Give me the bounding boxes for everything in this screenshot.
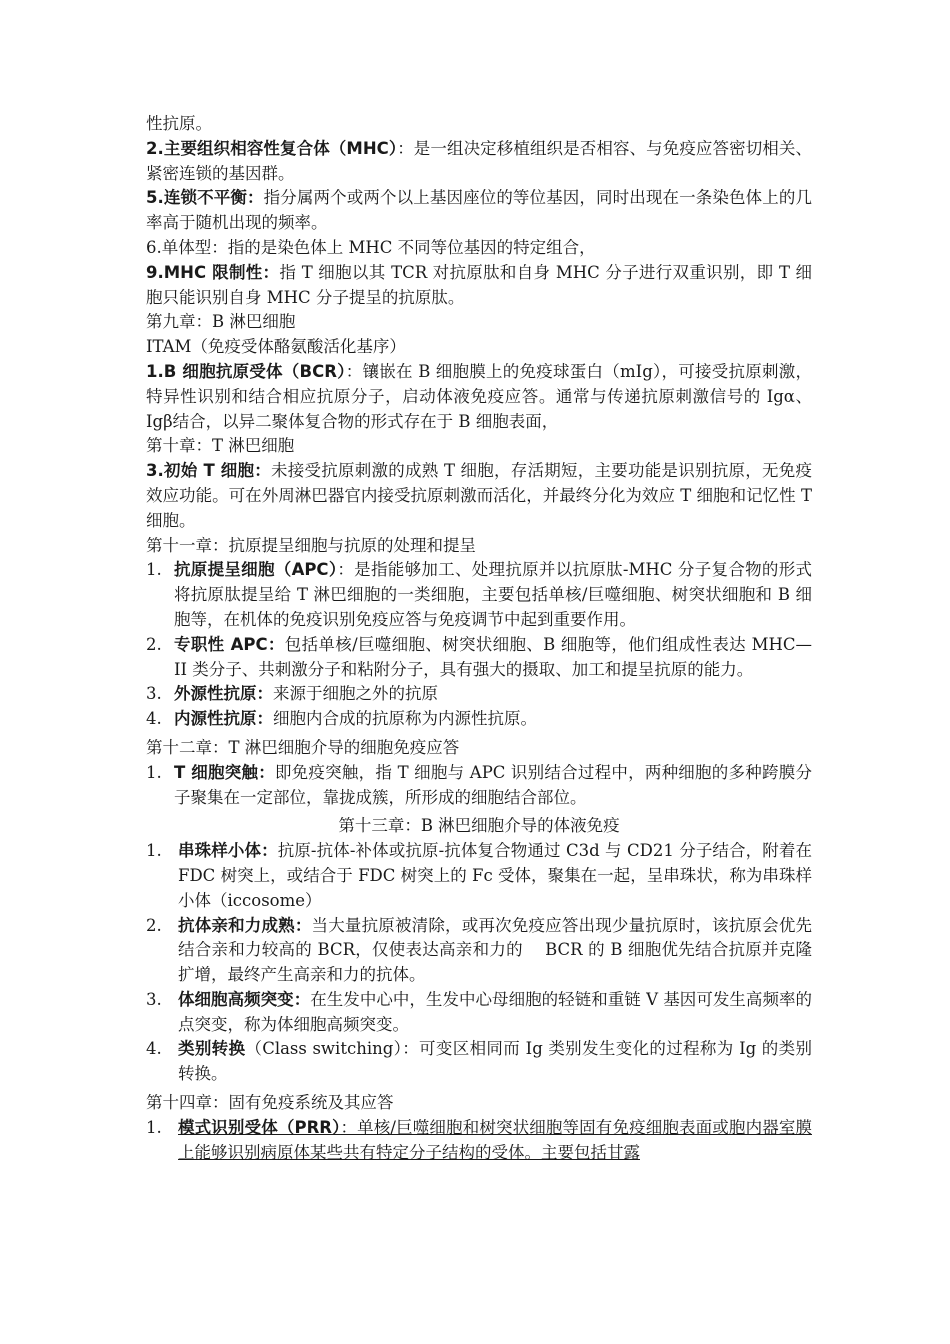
item-text	[174, 707, 812, 732]
chapter-heading: 第十二章：T 淋巴细胞介导的细胞免疫应答	[146, 737, 460, 757]
definition: （Class switching）：可变区相同而 Ig 类别发生变化的过程称为 Ig 的类别转换。	[178, 1039, 812, 1084]
item-text	[178, 839, 812, 913]
term: 专职性 APC：	[174, 634, 285, 654]
top-section	[146, 112, 812, 310]
item-number: 1.	[146, 841, 162, 861]
definition: 即免疫突触，指 T 细胞与 APC 识别结合过程中，两种细胞的多种跨膜分子聚集在一定部位，靠拢成簇，所形成的细胞结合部位。	[174, 762, 812, 807]
list-item	[146, 707, 812, 732]
paragraph	[146, 236, 812, 261]
list-item	[146, 633, 812, 683]
definition: 抗原-抗体-补体或抗原-抗体复合物通过 C3d 与 CD21 分子结合，附着在 FDC 树突上，或结合于 FDC 树突上的 Fc 受体，聚集在一起，呈串珠状，称为串珠样小体（iccosome）	[178, 841, 813, 910]
term: 体细胞高频突变：	[178, 989, 311, 1009]
definition: 包括单核/巨噬细胞、树突状细胞、B 细胞等，他们组成性表达 MHC—II 类分子、共刺激分子和粘附分子，具有强大的摄取、加工和提呈抗原的能力。	[174, 634, 813, 679]
item-text	[174, 633, 812, 683]
item-text	[174, 558, 812, 632]
numbered-list	[146, 761, 812, 811]
term: 3.初始 T 细胞：	[146, 461, 271, 481]
item-number: 2.	[146, 915, 162, 935]
numbered-list	[146, 1116, 812, 1166]
term: 1.B 细胞抗原受体（BCR）	[146, 361, 346, 381]
list-item	[146, 1037, 812, 1087]
definition: 未接受抗原刺激的成熟 T 细胞，存活期短，主要功能是识别抗原，无免疫效应功能。可在外周淋巴器官内接受抗原刺激而活化，并最终分化为效应 T 细胞和记忆性 T 细胞。	[146, 461, 812, 530]
list-item	[146, 761, 812, 811]
item-text	[178, 988, 812, 1038]
item-number: 3.	[146, 684, 162, 704]
item-text	[178, 1037, 812, 1087]
definition: 当大量抗原被清除，或再次免疫应答出现少量抗原时，该抗原会优先结合亲和力较高的 BCR，仅使表达高亲和力的 BCR 的 B 细胞优先结合抗原并克隆扩增，最终产生高亲和力的抗体。	[178, 915, 813, 985]
list-item	[146, 839, 812, 913]
term: 抗原提呈细胞（APC）	[174, 560, 338, 580]
definition: ：单核/巨噬细胞和树突状细胞等固有免疫细胞表面或胞内器室膜上能够识别病原体某些共有特定分子结构的受体。主要包括甘露	[178, 1117, 812, 1162]
term: 2.主要组织相容性复合体（MHC）	[146, 138, 398, 158]
numbered-list	[146, 558, 812, 732]
item-number: 1.	[146, 1117, 162, 1137]
term: 串珠样小体：	[178, 841, 278, 861]
paragraph	[146, 112, 812, 137]
definition: 来源于细胞之外的抗原	[273, 684, 438, 704]
definition: ：镶嵌在 B 细胞膜上的免疫球蛋白（mIg），可接受抗原刺激，特异性识别和结合相应抗原分子，启动体液免疫应答。通常与传递抗原刺激信号的 Igα、Igβ结合，以异二聚体复合物的形式存在于 B 细胞表面，	[146, 361, 812, 431]
chapter-heading: 第十一章：抗原提呈细胞与抗原的处理和提呈	[146, 535, 476, 555]
term: 5.连锁不平衡：	[146, 188, 264, 208]
chapter-heading: 第十三章：B 淋巴细胞介导的体液免疫	[338, 816, 620, 836]
definition: 6.单体型：指的是染色体上 MHC 不同等位基因的特定组合，	[146, 237, 596, 257]
definition: 性抗原。	[146, 114, 212, 133]
document-page	[146, 112, 812, 1169]
term: 内源性抗原：	[174, 709, 273, 729]
definition: 细胞内合成的抗原称为内源性抗原。	[273, 709, 537, 729]
term: 9.MHC 限制性：	[146, 262, 280, 282]
paragraph	[146, 261, 812, 311]
term: 抗体亲和力成熟：	[178, 915, 312, 935]
item-number: 1.	[146, 762, 162, 782]
definition: 指 T 细胞以其 TCR 对抗原肽和自身 MHC 分子进行双重识别，即 T 细胞只能识别自身 MHC 分子提呈的抗原肽。	[146, 262, 812, 307]
list-item	[146, 988, 812, 1038]
list-item	[146, 914, 812, 988]
paragraph	[146, 137, 812, 187]
item-text	[174, 761, 812, 811]
numbered-list	[146, 839, 812, 1087]
list-item	[146, 1116, 812, 1166]
item-number: 4.	[146, 1039, 162, 1059]
paragraph	[146, 459, 812, 533]
item-text	[174, 682, 812, 707]
chapter-heading: 第十四章：固有免疫系统及其应答	[146, 1093, 394, 1113]
list-item	[146, 558, 812, 632]
list-item	[146, 682, 812, 707]
chapter-heading: 第十章：T 淋巴细胞	[146, 436, 295, 456]
chapter-heading: 第九章：B 淋巴细胞	[146, 312, 296, 332]
item-number: 1.	[146, 560, 162, 580]
item-number: 3.	[146, 989, 162, 1009]
paragraph	[146, 360, 812, 434]
term: 外源性抗原：	[174, 684, 273, 704]
paragraph	[146, 186, 812, 236]
subheading: ITAM（免疫受体酪氨酸活化基序）	[146, 337, 406, 357]
item-text	[178, 914, 812, 988]
item-number: 4.	[146, 709, 162, 729]
definition: 在生发中心中，生发中心母细胞的轻链和重链 V 基因可发生高频率的点突变，称为体细胞高频突变。	[178, 989, 813, 1034]
item-text	[178, 1116, 812, 1166]
item-number: 2.	[146, 634, 162, 654]
term: 模式识别受体（PRR）	[178, 1117, 341, 1137]
definition: 指分属两个或两个以上基因座位的等位基因，同时出现在一条染色体上的几率高于随机出现的频率。	[146, 188, 813, 233]
term: T 细胞突触：	[174, 762, 275, 782]
term: 类别转换	[178, 1039, 246, 1059]
definition: ：是一组决定移植组织是否相容、与免疫应答密切相关、紧密连锁的基因群。	[146, 138, 812, 183]
definition: ：是指能够加工、处理抗原并以抗原肽-MHC 分子复合物的形式将抗原肽提呈给 T 淋巴细胞的一类细胞，主要包括单核/巨噬细胞、树突状细胞和 B 细胞等，在机体的免疫识别免疫应答与免疫调节中起到重要作用。	[174, 560, 812, 629]
